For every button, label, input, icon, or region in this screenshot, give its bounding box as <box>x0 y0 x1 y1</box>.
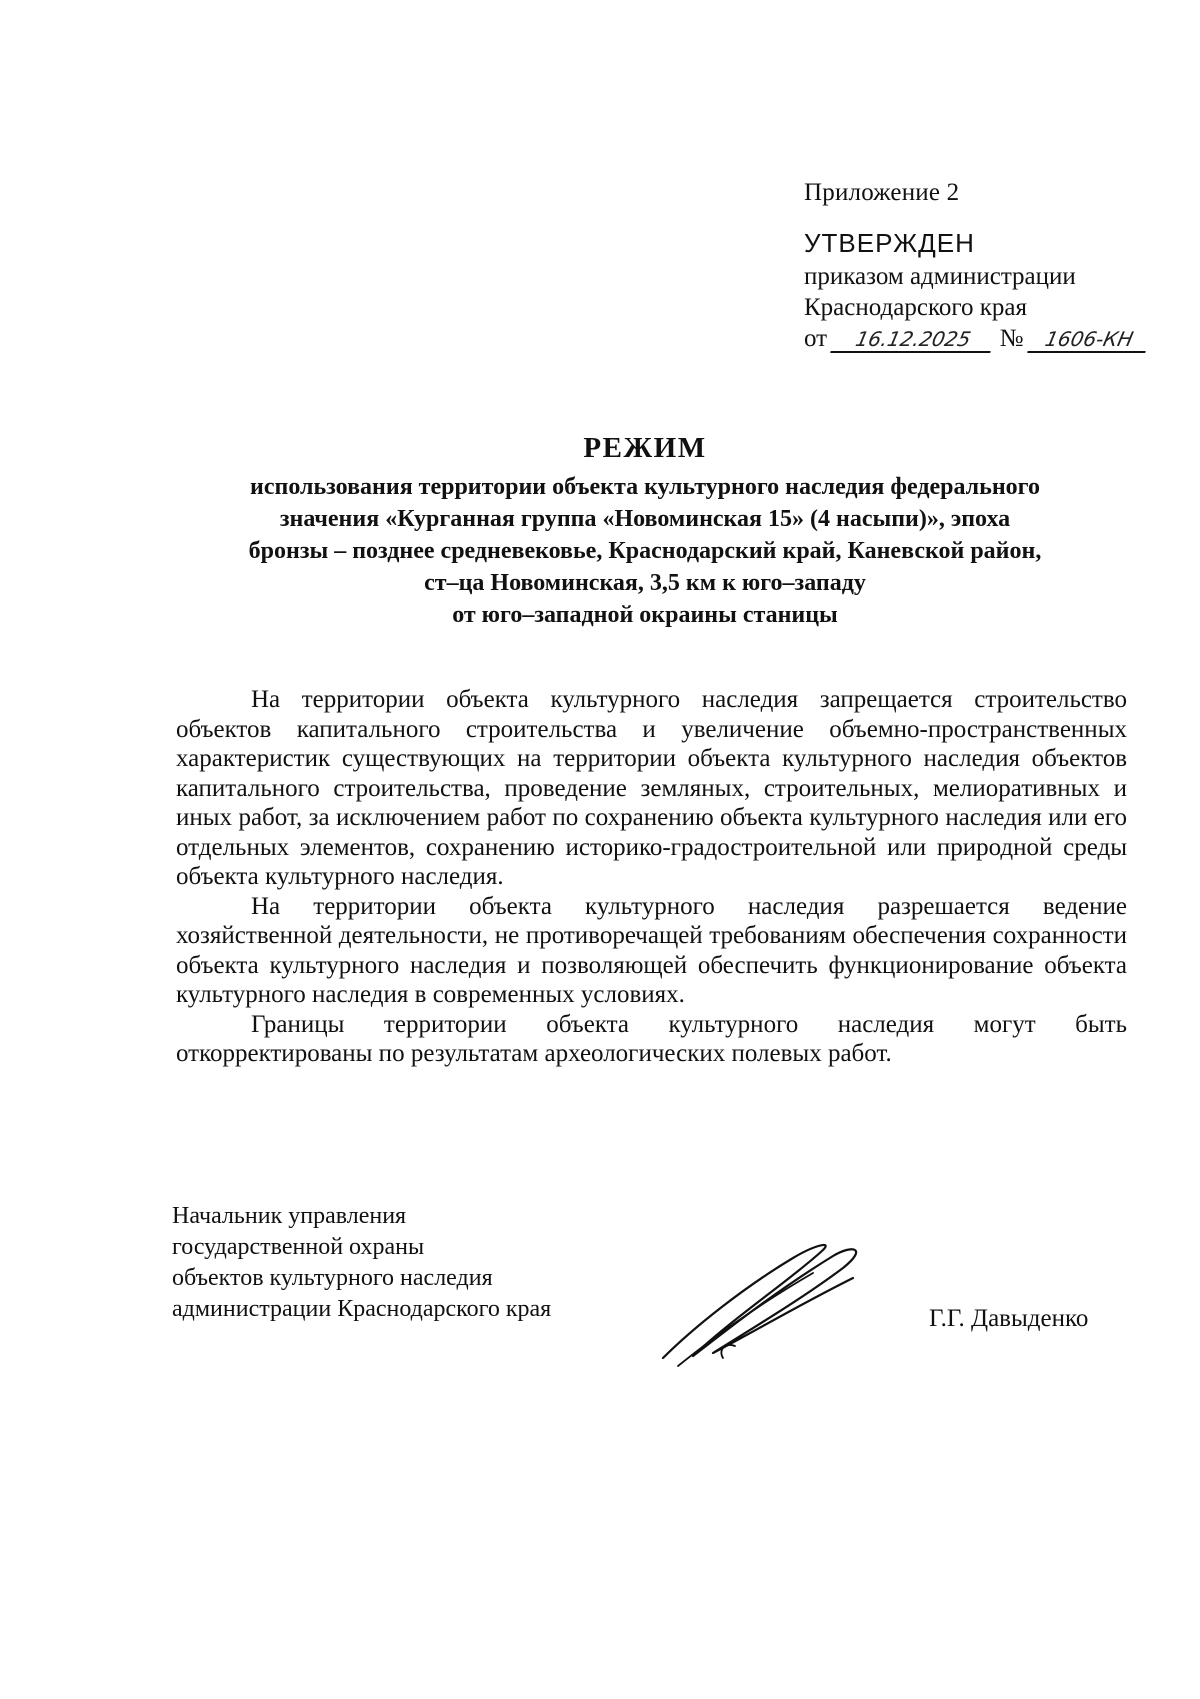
position-line: администрации Краснодарского края <box>172 1296 552 1322</box>
handwritten-date: 16.12.2025 <box>831 327 997 353</box>
date-prefix: от <box>804 325 828 352</box>
approval-block <box>804 177 1148 354</box>
title-subtitle <box>150 471 1140 631</box>
body-paragraph: Границы территории объекта культурного наследия могут быть откорректированы по результатам археологических полевых работ. <box>176 1010 1127 1067</box>
order-line-2: Краснодарского края <box>804 294 1027 321</box>
number-prefix: № <box>999 325 1024 352</box>
signatory-name: Г.Г. Давыденко <box>929 1305 1089 1332</box>
title-line: значения «Курганная группа «Новоминская 15» (4 насыпи)», эпоха <box>279 506 1011 532</box>
document-title <box>150 432 1140 631</box>
title-main: РЕЖИМ <box>583 432 707 464</box>
title-line: ст–ца Новоминская, 3,5 км к юго–западу <box>424 570 866 596</box>
position-line: государственной охраны <box>172 1234 425 1260</box>
order-line-1: приказом администрации <box>804 263 1076 290</box>
appendix-label: Приложение 2 <box>804 179 960 206</box>
title-line: от юго–западной окраины станицы <box>452 602 838 628</box>
title-line: использования территории объекта культурного наследия федерального <box>250 474 1040 500</box>
document-body <box>176 685 1127 1069</box>
order-date-number-line <box>804 323 1148 354</box>
body-paragraph: На территории объекта культурного наследия разрешается ведение хозяйственной деятельности, не противоречащей требованиям обеспечения сохранности объекта культурного наследия и позволяющей обеспечить функционирование объекта культурного наследия в современных условиях. <box>176 892 1127 1008</box>
body-paragraph: На территории объекта культурного наследия запрещается строительство объектов капитального строительства и увеличение объемно-пространственных характеристик существующих на территории объекта культурного наследия объектов капитального строительства, проведение земляных, строительных, мелиоративных и иных работ, за исключением работ по сохранению объекта культурного наследия или его отдельных элементов, сохранению историко-градостроительной или природной среды объекта культурного наследия. <box>176 686 1127 890</box>
position-line: объектов культурного наследия <box>172 1265 493 1291</box>
position-line: Начальник управления <box>172 1203 407 1229</box>
signatory-position <box>172 1201 551 1325</box>
handwritten-number: 1606-КН <box>1027 327 1151 353</box>
approved-stamp-label: УТВЕРЖДЕН <box>804 228 975 258</box>
handwritten-signature <box>653 1238 883 1368</box>
title-line: бронзы – позднее средневековье, Краснодарский край, Каневской район, <box>248 538 1042 564</box>
